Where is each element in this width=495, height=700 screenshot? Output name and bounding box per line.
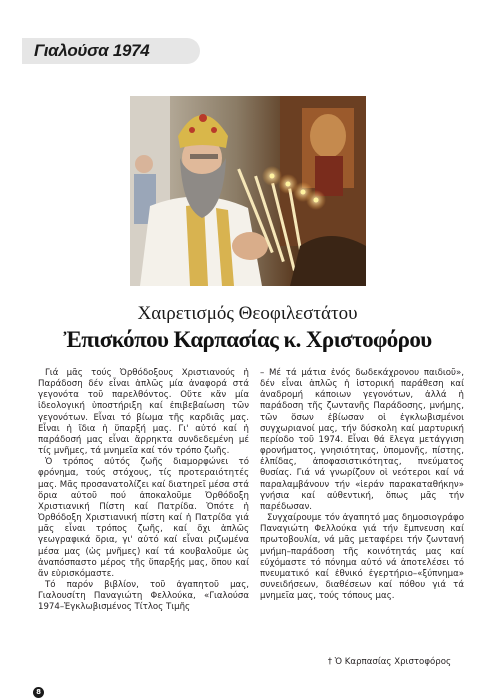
- paragraph: Τό παρόν βιβλίον, τοῦ ἀγαπητοῦ μας, Γιαλουσίτη Παναγιώτη Φελλούκα, «Γιαλούσα 1974–Ἐγκλωβισμένος Τίτλος Τιμῆς: [38, 579, 249, 613]
- bishop-heading: Ἐπισκόπου Καρπασίας κ. Χριστοφόρου: [63, 327, 432, 352]
- clergy-photo: [130, 96, 366, 286]
- paragraph: Συγχαίρουμε τόν ἀγαπητό μας δημοσιογράφο Παναγιώτη Φελλούκα γιά τήν ἔμπνευση καί πρωτοβουλία, νά μᾶς μεταφέρει τήν ζωντανή μνήμη–παράδοση τῆς κοινότητάς μας καί εὐχόμαστε τό πόνημα αὐτό νά ἀποτελέσει τό πνευματικό καί ἐθνικό ἐγερτήριο–«ξύπνημα» συνειδήσεων, διαθέσεων καί πόθου γιά τά μνημεῖα μας, τούς τόπους μας.: [260, 513, 464, 602]
- page-number: 8: [33, 687, 44, 698]
- paragraph: Γιά μᾶς τούς Ὀρθόδοξους Χριστιανούς ἡ Παράδοση δέν εἶναι ἁπλῶς μία ἀναφορά στά γεγονότα τοῦ παρελθόντος. Οὔτε κἄν μία ἰδεολογική ὑποστήριξη καί ἐπιβεβαίωση τῶν γεγονότων. Εἶναι τό βίωμα τῆς καρδιᾶς μας. Εἶναι ἡ ἴδια ἡ ὕπαρξή μας. Γι' αὐτό καί ἡ παράδοσή μας εἶναι ἄρρηκτα συνδεδεμένη μέ τίς μνῆμες, τά μνημεῖα καί τόν τρόπο ζωῆς.: [38, 368, 249, 457]
- greeting-heading: Χαιρετισμός Θεοφιλεστάτου: [137, 303, 358, 324]
- left-column: [38, 368, 249, 613]
- signature: † Ὁ Καρπασίας Χριστοφόρος: [327, 657, 451, 667]
- paragraph: – Μέ τά μάτια ἑνός δωδεκάχρονου παιδιοῦ», δέν εἶναι ἁπλῶς ἡ ἱστορική παράθεση καί ἀναδρομή κάποιων γεγονότων, ἀλλά ἡ παράδοση τῆς ζωντανῆς Παράδοσης, μνήμης, τῶν ὅσων ἐβίωσαν οἱ ἐγκλωβισμένοι συγχωριανοί μας, τήν δύσκολη καί μαρτυρική περίοδο τοῦ 1974. Εἶναι θά ἔλεγα μετάγγιση φρονήματος, γνησιότητας, ὑπομονῆς, πίστης, ἐλπίδας, ἀποφασιστικότητας, πνεύματος θυσίας. Γιά νά γνωρίζουν οἱ νεότεροι καί νά παραλαμβάνουν τήν «ἱεράν παρακαταθήκην» γνήσια καί αὐθεντική, ὅπως μᾶς τήν παρέδωσαν.: [260, 368, 464, 512]
- bishop-candles-illustration: [130, 96, 366, 286]
- page-title: Γιαλούσα 1974: [34, 41, 150, 60]
- right-column: [260, 368, 464, 602]
- paragraph: Ὁ τρόπος αὐτός ζωῆς διαμορφώνει τό φρόνημα, τούς στόχους, τίς προτεραιότητές μας. Μᾶς προσανατολίζει καί διατηρεῖ μέσα στά ὅρια αὐτοῦ πού ἀποκαλοῦμε Ὀρθόδοξη Χριστιανική Πίστη καί Πατρίδα. Ὁπότε ἡ Ὀρθόδοξη Χριστιανική πίστη καί ἡ Πατρίδα γιά μᾶς εἶναι τρόπος ζωῆς, καί ὄχι ἁπλῶς γεωγραφικά ὅρια, γι' αὐτό καί εἶναι ριζωμένα μέσα μας (ὡς μνῆμες) καί τά κουβαλοῦμε ὡς ἀναπόσπαστο μέρος τῆς ὕπαρξής μας, ὅπου καί ἄν εὑρισκόμαστε.: [38, 457, 249, 579]
